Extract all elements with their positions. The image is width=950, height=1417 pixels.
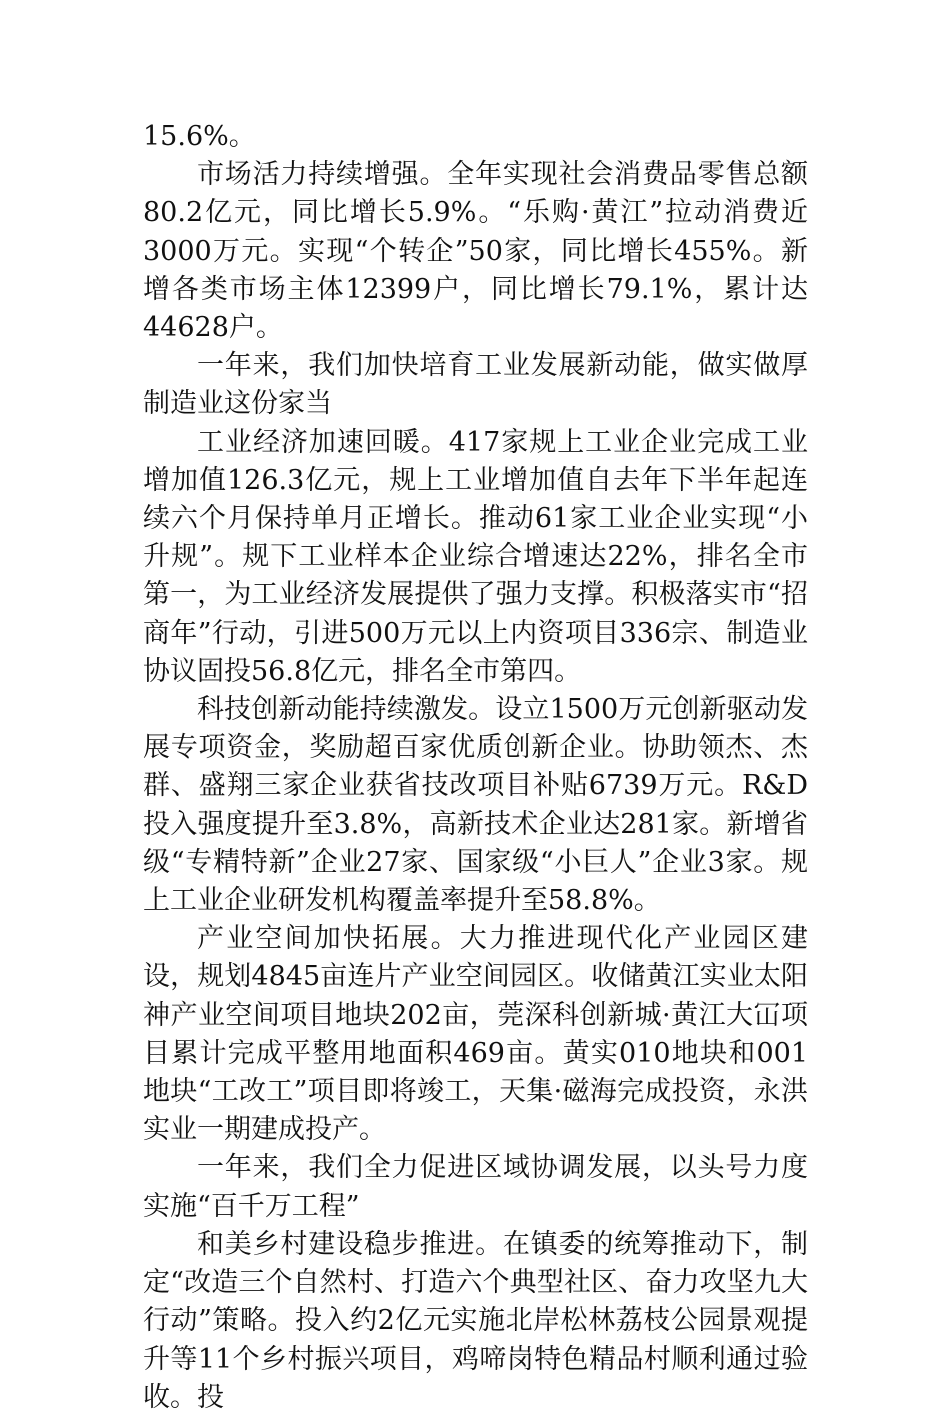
paragraph-continuation: 15.6%。 (143, 121, 256, 152)
document-page (143, 118, 808, 1417)
section-heading-regional: 一年来，我们全力促进区域协调发展，以头号力度实施“百千万工程” (143, 1152, 808, 1222)
paragraph-industrial-space: 产业空间加快拓展。大力推进现代化产业园区建设，规划4845亩连片产业空间园区。收储黄江实业太阳神产业空间项目地块202亩，莞深科创新城·黄江大冚项目累计完成平整用地面积469亩。黄实010地块和001地块“工改工”项目即将竣工，天集·磁海完成投资，永洪实业一期建成投产。 (143, 923, 808, 1146)
paragraph-rural-construction: 和美乡村建设稳步推进。在镇委的统筹推动下，制定“改造三个自然村、打造六个典型社区、奋力攻坚九大行动”策略。投入约2亿元实施北岸松林荔枝公园景观提升等11个乡村振兴项目，鸡啼岗特色精品村顺利通过验收。投 (143, 1228, 808, 1413)
paragraph-market-vitality: 市场活力持续增强。全年实现社会消费品零售总额80.2亿元，同比增长5.9%。“乐购·黄江”拉动消费近3000万元。实现“个转企”50家，同比增长455%。新增各类市场主体12399户，同比增长79.1%，累计达44628户。 (143, 159, 808, 344)
paragraph-industrial-economy: 工业经济加速回暖。417家规上工业企业完成工业增加值126.3亿元，规上工业增加值自去年下半年起连续六个月保持单月正增长。推动61家工业企业实现“小升规”。规下工业样本企业综合增速达22%，排名全市第一，为工业经济发展提供了强力支撑。积极落实市“招商年”行动，引进500万元以上内资项目336宗、制造业协议固投56.8亿元，排名全市第四。 (143, 426, 808, 687)
section-heading-industry: 一年来，我们加快培育工业发展新动能，做实做厚制造业这份家当 (143, 350, 808, 420)
paragraph-tech-innovation: 科技创新动能持续激发。设立1500万元创新驱动发展专项资金，奖励超百家优质创新企业。协助领杰、杰群、盛翔三家企业获省技改项目补贴6739万元。R&D投入强度提升至3.8%，高新技术企业达281家。新增省级“专精特新”企业27家、国家级“小巨人”企业3家。规上工业企业研发机构覆盖率提升至58.8%。 (143, 694, 808, 917)
